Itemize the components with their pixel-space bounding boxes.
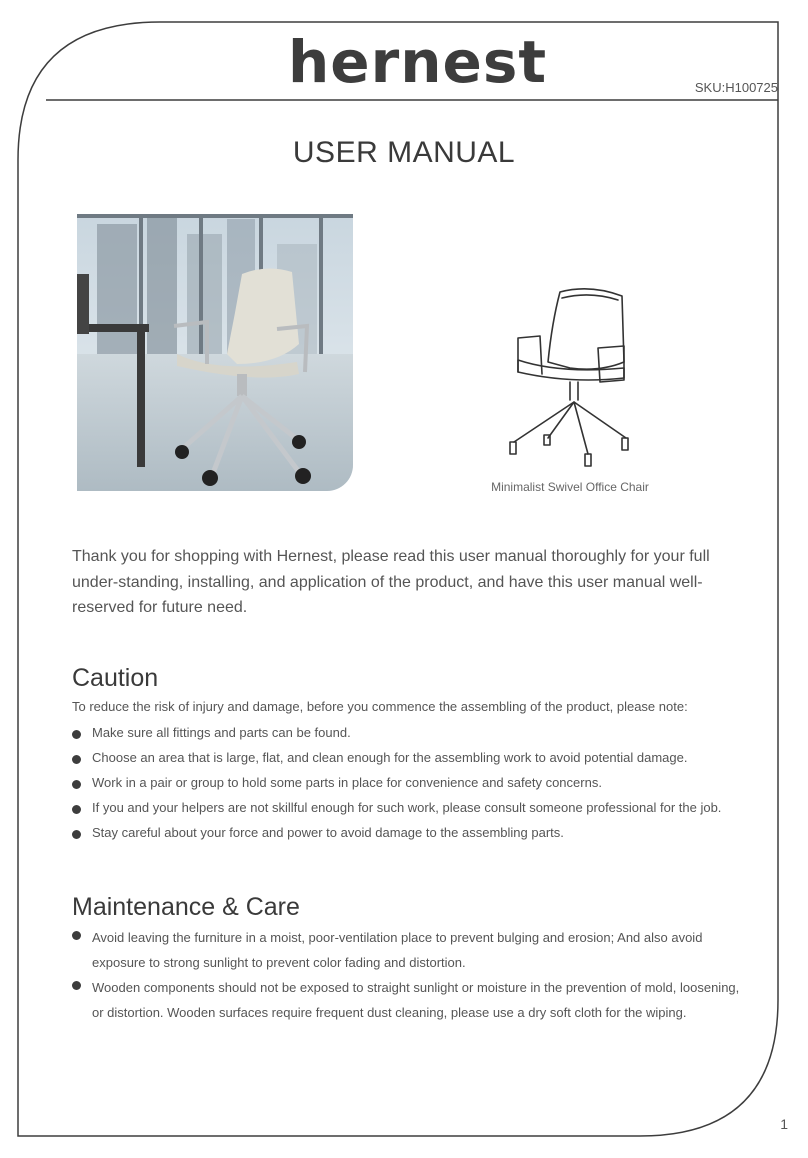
list-item: Work in a pair or group to hold some parts in place for convenience and safety concerns. bbox=[72, 774, 742, 799]
list-item: Stay careful about your force and power to avoid damage to the assembling parts. bbox=[72, 824, 742, 849]
page-title: USER MANUAL bbox=[292, 136, 516, 169]
caution-lead: To reduce the risk of injury and damage, before you commence the assembling of the product, please note: bbox=[72, 699, 688, 714]
care-heading: Maintenance & Care bbox=[72, 893, 300, 921]
list-item: Wooden components should not be exposed to straight sunlight or moisture in the prevention of mold, loosening, or distortion. Wooden surfaces require frequent dust cleaning, please use a dry soft cloth for the wiping. bbox=[72, 975, 742, 1025]
caution-list bbox=[72, 724, 742, 849]
caution-heading: Caution bbox=[72, 664, 159, 692]
chair-line-drawing-icon bbox=[500, 282, 640, 472]
brand-logo: hernest bbox=[288, 28, 548, 96]
list-item: If you and your helpers are not skillful enough for such work, please consult someone professional for the job. bbox=[72, 799, 742, 824]
list-item: Make sure all fittings and parts can be found. bbox=[72, 724, 742, 749]
list-item: Choose an area that is large, flat, and clean enough for the assembling work to avoid potential damage. bbox=[72, 749, 742, 774]
care-list bbox=[72, 925, 742, 1025]
intro-paragraph: Thank you for shopping with Hernest, please read this user manual thoroughly for your full under-standing, installing, and application of the product, and have this user manual well-reserved for future need. bbox=[72, 548, 710, 616]
page-number: 1 bbox=[780, 1116, 788, 1132]
sku-label: SKU:H100725 bbox=[694, 80, 778, 95]
product-caption: Minimalist Swivel Office Chair bbox=[491, 480, 649, 494]
product-photo bbox=[77, 214, 353, 491]
list-item: Avoid leaving the furniture in a moist, poor-ventilation place to prevent bulging and erosion; And also avoid exposure to strong sunlight to prevent color fading and distortion. bbox=[72, 925, 742, 975]
